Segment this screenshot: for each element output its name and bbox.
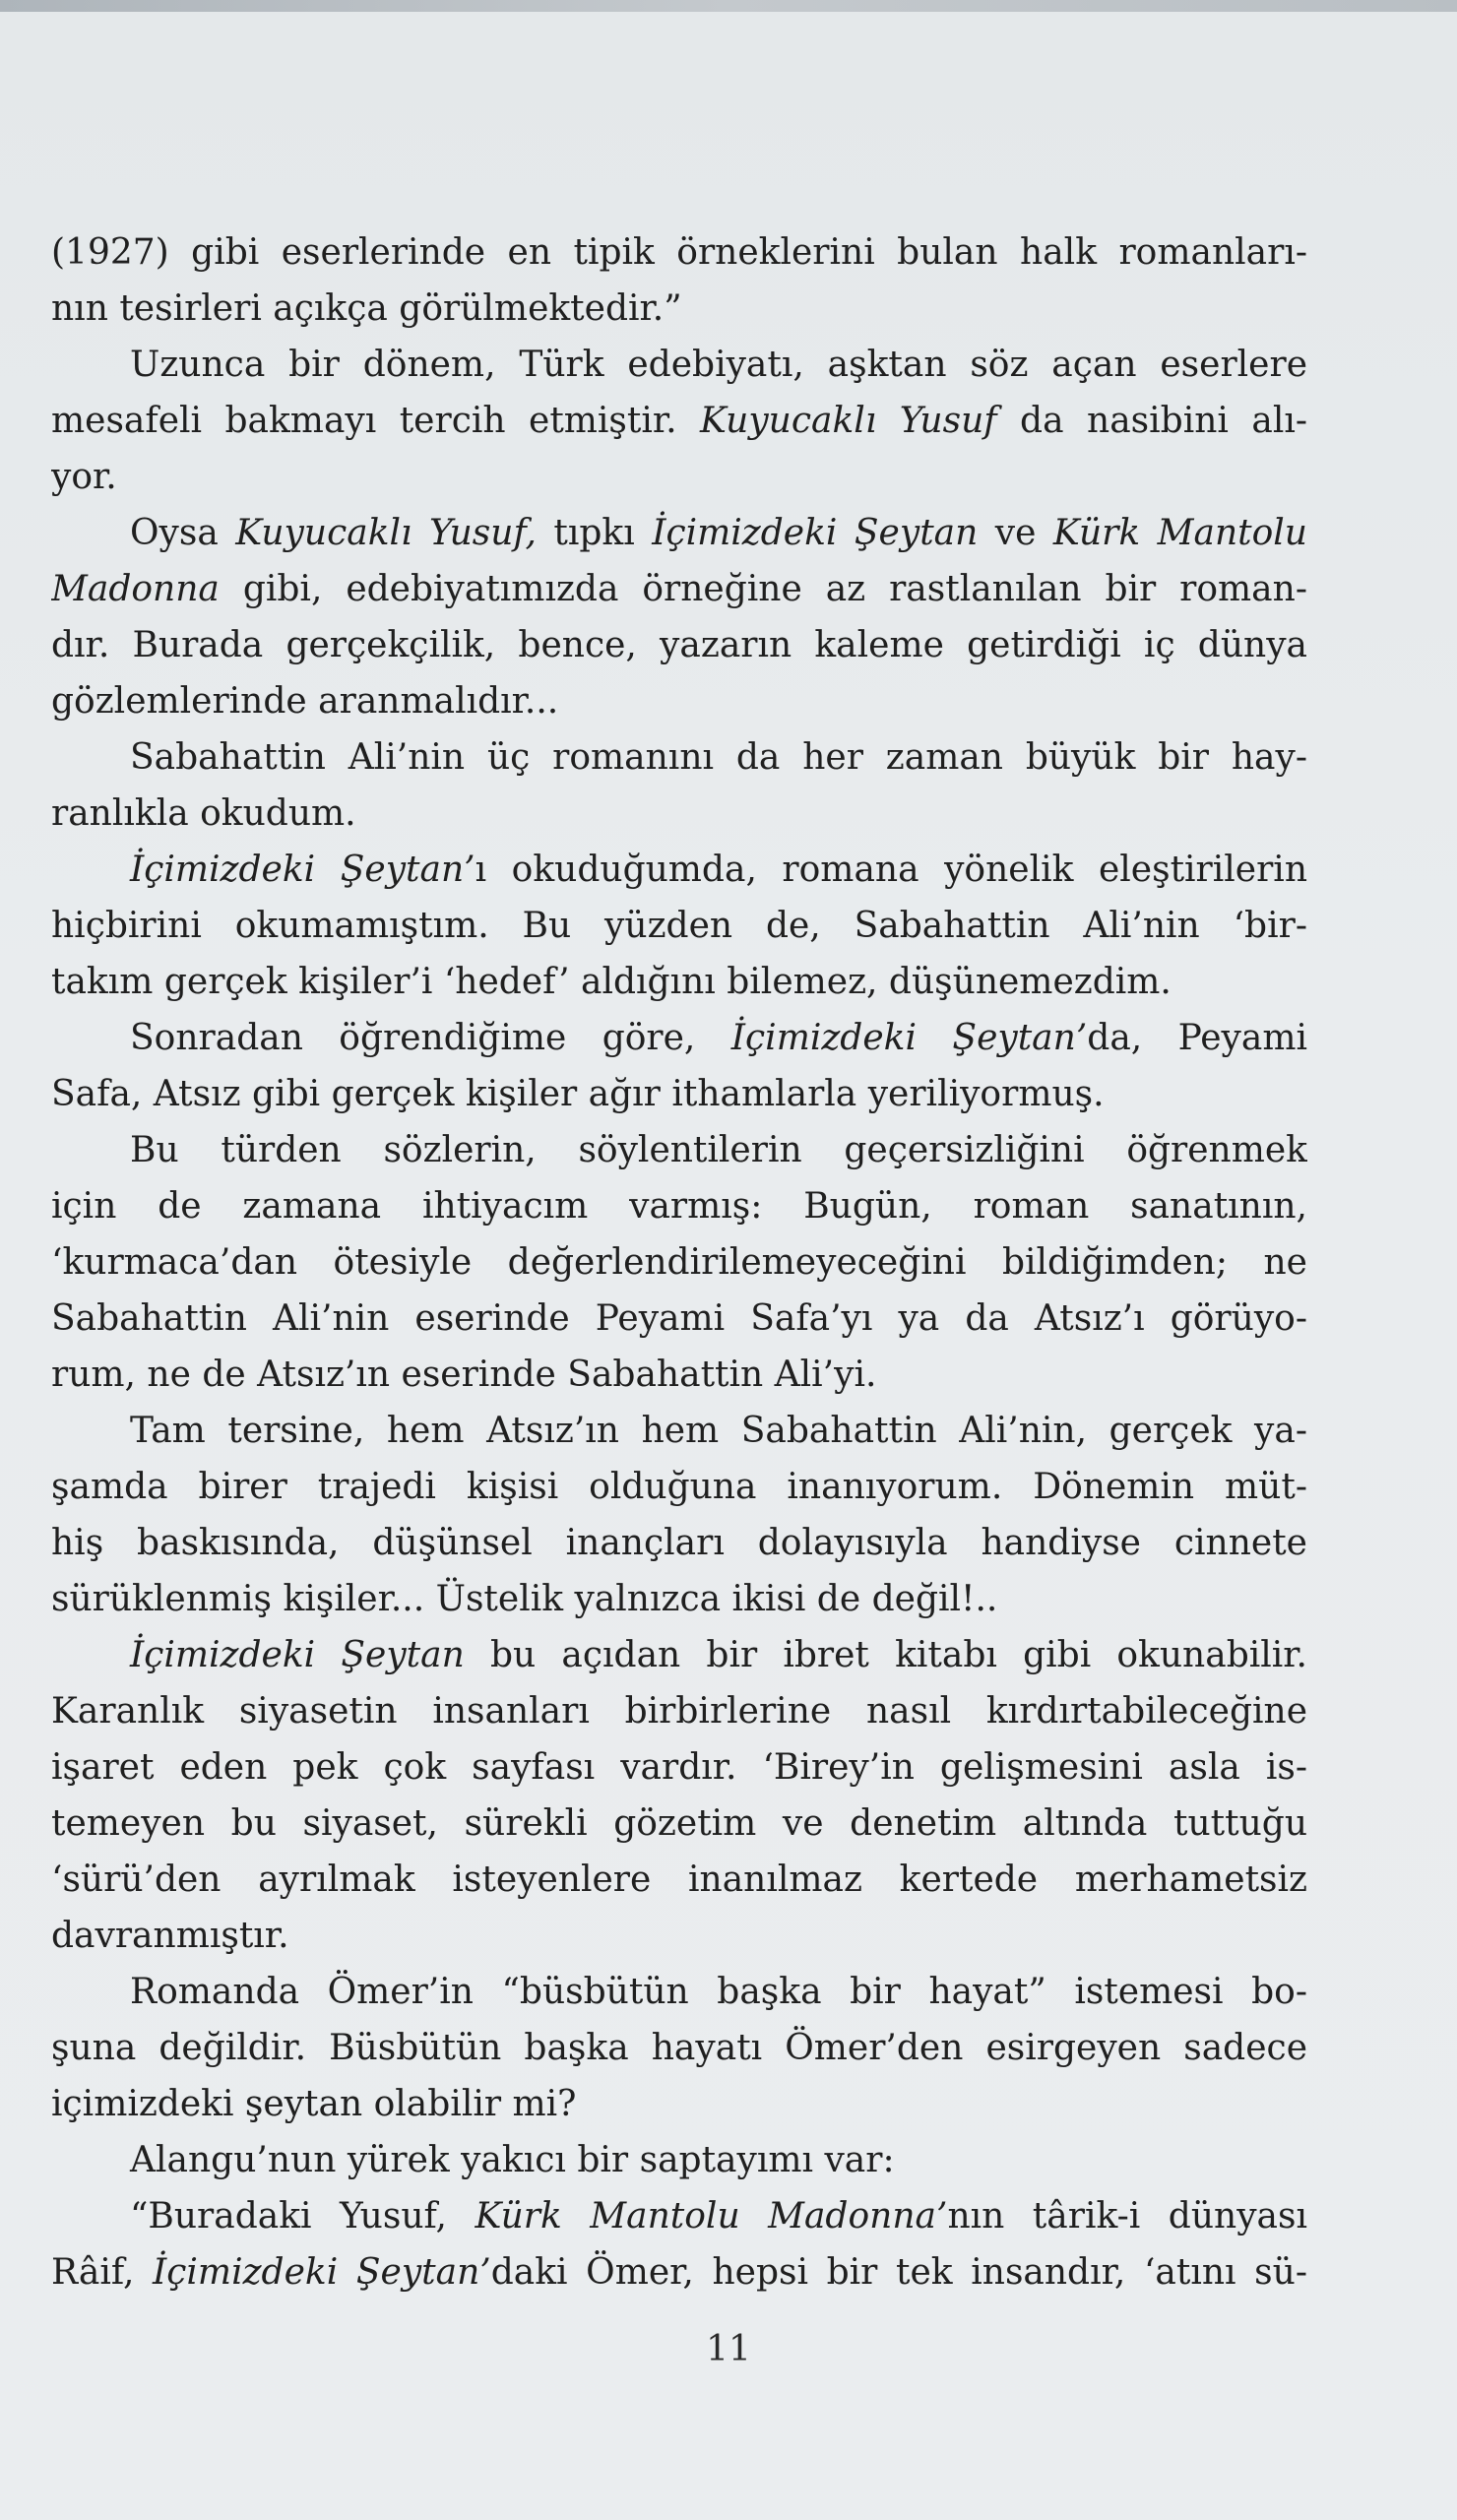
text-segment: tıpkı xyxy=(536,513,653,553)
text-segment: Safa, Atsız gibi gerçek kişiler ağır ithamlarla yeriliyormuş. xyxy=(51,1074,1105,1114)
italic-title-text: Kürk Mantolu xyxy=(1052,513,1307,553)
text-line xyxy=(51,2132,1307,2188)
text-segment: Romanda Ömer’in “büsbütün başka bir hayat” istemesi bo- xyxy=(130,1972,1307,2012)
text-segment: sürüklenmiş kişiler... Üstelik yalnızca ikisi de değil!.. xyxy=(51,1579,998,1619)
text-segment: (1927) gibi eserlerinde en tipik örneklerini bulan halk romanları- xyxy=(51,232,1307,273)
text-segment: davranmıştır. xyxy=(51,1916,289,1956)
text-segment: Sabahattin Ali’nin üç romanını da her zaman büyük bir hay- xyxy=(130,737,1307,778)
text-line xyxy=(51,224,1307,281)
text-segment: daki Ömer, hepsi bir tek insandır, ‘atını sü- xyxy=(490,2252,1307,2293)
text-segment: Râif, xyxy=(51,2252,154,2293)
text-line xyxy=(51,1066,1307,1122)
text-line xyxy=(51,1291,1307,1347)
italic-title-text: İçimizdeki Şeytan’ xyxy=(730,1018,1088,1058)
text-line xyxy=(51,2020,1307,2076)
text-line xyxy=(51,1796,1307,1852)
text-segment: şamda birer trajedi kişisi olduğuna inanıyorum. Dönemin müt- xyxy=(51,1467,1307,1507)
text-segment: nın tesirleri açıkça görülmektedir.” xyxy=(51,288,682,329)
text-line xyxy=(51,505,1307,561)
text-segment: da, Peyami xyxy=(1087,1018,1307,1058)
text-segment: rum, ne de Atsız’ın eserinde Sabahattin Ali’yi. xyxy=(51,1354,877,1395)
text-line xyxy=(51,2076,1307,2132)
text-line xyxy=(51,1852,1307,1908)
text-segment: hiş baskısında, düşünsel inançları dolayısıyla handiyse cinnete xyxy=(51,1523,1307,1563)
text-line xyxy=(51,786,1307,842)
text-segment: dır. Burada gerçekçilik, bence, yazarın kaleme getirdiği iç dünya xyxy=(51,625,1307,665)
text-segment: içimizdeki şeytan olabilir mi? xyxy=(51,2084,577,2124)
text-line xyxy=(51,1178,1307,1234)
text-segment: gözlemlerinde aranmalıdır... xyxy=(51,681,559,722)
text-line xyxy=(51,1010,1307,1066)
text-line xyxy=(51,561,1307,617)
text-line xyxy=(51,337,1307,393)
italic-title-text: İçimizdeki Şeytan’ xyxy=(130,850,475,890)
text-segment: “Buradaki Yusuf, xyxy=(130,2196,475,2236)
text-line xyxy=(51,1964,1307,2020)
text-segment: ve xyxy=(978,513,1053,553)
text-segment: temeyen bu siyaset, sürekli gözetim ve denetim altında tuttuğu xyxy=(51,1803,1307,1844)
italic-title-text: Madonna xyxy=(51,569,220,609)
text-line xyxy=(51,1459,1307,1515)
text-line xyxy=(51,1683,1307,1739)
text-segment: hiçbirini okumamıştım. Bu yüzden de, Sabahattin Ali’nin ‘bir- xyxy=(51,906,1307,946)
text-segment: Tam tersine, hem Atsız’ın hem Sabahattin Ali’nin, gerçek ya- xyxy=(130,1411,1307,1451)
text-line xyxy=(51,617,1307,673)
text-line xyxy=(51,1627,1307,1683)
italic-title-text: Kuyucaklı Yusuf xyxy=(700,401,997,441)
page-number: 11 xyxy=(706,2329,751,2369)
text-line xyxy=(51,898,1307,954)
text-segment: ranlıkla okudum. xyxy=(51,793,356,834)
italic-title-text: Kürk Mantolu Madonna’ xyxy=(475,2196,948,2236)
text-segment: Oysa xyxy=(130,513,236,553)
text-line xyxy=(51,2244,1307,2300)
text-line xyxy=(51,1403,1307,1459)
text-segment: Uzunca bir dönem, Türk edebiyatı, aşktan söz açan eserlere xyxy=(130,345,1307,385)
text-segment: Sonradan öğrendiğime göre, xyxy=(130,1018,731,1058)
text-line xyxy=(51,1234,1307,1291)
text-segment: Karanlık siyasetin insanları birbirlerine nasıl kırdırtabileceğine xyxy=(51,1691,1307,1732)
body-text xyxy=(51,224,1307,2300)
text-segment: yor. xyxy=(51,457,117,497)
text-segment: Bu türden sözlerin, söylentilerin geçersizliğini öğrenmek xyxy=(130,1130,1307,1170)
text-segment: ı okuduğumda, romana yönelik eleştirilerin xyxy=(475,850,1307,890)
text-line xyxy=(51,1739,1307,1796)
italic-title-text: İçimizdeki Şeytan’ xyxy=(153,2252,491,2293)
text-line xyxy=(51,1908,1307,1964)
text-segment: Alangu’nun yürek yakıcı bir saptayımı var: xyxy=(130,2140,895,2180)
text-segment: Sabahattin Ali’nin eserinde Peyami Safa’yı ya da Atsız’ı görüyo- xyxy=(51,1298,1307,1339)
text-line xyxy=(51,1571,1307,1627)
italic-title-text: İçimizdeki Şeytan xyxy=(652,513,979,553)
italic-title-text: Kuyucaklı Yusuf, xyxy=(235,513,537,553)
italic-title-text: İçimizdeki Şeytan xyxy=(130,1635,465,1675)
text-segment: şuna değildir. Büsbütün başka hayatı Ömer’den esirgeyen sadece xyxy=(51,2028,1307,2068)
text-segment: takım gerçek kişiler’i ‘hedef’ aldığını bilemez, düşünemezdim. xyxy=(51,962,1172,1002)
text-line xyxy=(51,954,1307,1010)
text-segment: da nasibini alı- xyxy=(996,401,1307,441)
text-line xyxy=(51,1515,1307,1571)
text-segment: ‘sürü’den ayrılmak isteyenlere inanılmaz kertede merhametsiz xyxy=(51,1859,1307,1900)
text-line xyxy=(51,449,1307,505)
text-line xyxy=(51,1347,1307,1403)
text-line xyxy=(51,729,1307,786)
text-line xyxy=(51,842,1307,898)
text-line xyxy=(51,1122,1307,1178)
text-segment: gibi, edebiyatımızda örneğine az rastlanılan bir roman- xyxy=(219,569,1307,609)
text-line xyxy=(51,281,1307,337)
text-line xyxy=(51,673,1307,729)
page-top-edge xyxy=(0,0,1457,12)
text-line xyxy=(51,2188,1307,2244)
text-line xyxy=(51,393,1307,449)
text-segment: için de zamana ihtiyacım varmış: Bugün, roman sanatının, xyxy=(51,1186,1307,1227)
text-segment: bu açıdan bir ibret kitabı gibi okunabilir. xyxy=(464,1635,1307,1675)
text-segment: nın târik-i dünyası xyxy=(947,2196,1307,2236)
text-segment: işaret eden pek çok sayfası vardır. ‘Birey’in gelişmesini asla is- xyxy=(51,1747,1307,1788)
text-segment: mesafeli bakmayı tercih etmiştir. xyxy=(51,401,701,441)
text-segment: ‘kurmaca’dan ötesiyle değerlendirilemeyeceğini bildiğimden; ne xyxy=(51,1242,1307,1283)
